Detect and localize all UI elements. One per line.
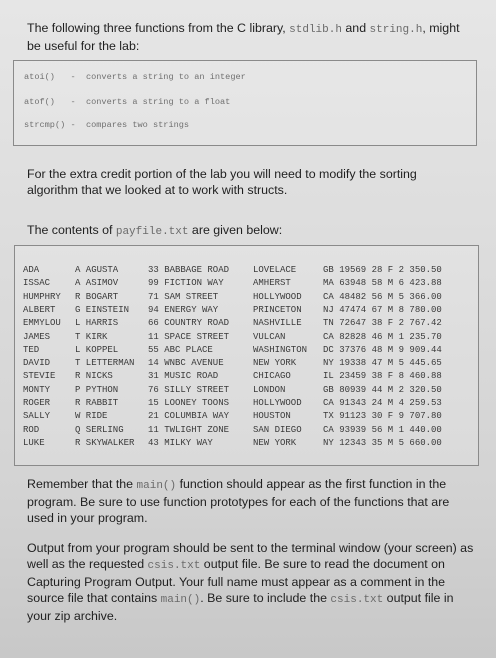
payfile-cell: 14 WNBC AVENUE (148, 358, 224, 369)
payfile-cell: STEVIE (23, 371, 56, 382)
payfile-cell: ADA (23, 265, 40, 275)
payfile-cell: 71 SAM STREET (148, 291, 219, 302)
payfile-cell: SALLY (23, 411, 51, 422)
payfile-cell: AMHERST (253, 278, 291, 289)
payfile-cell: T LETTERMAN (75, 358, 135, 369)
output-text-d: output file in your zip archive. (27, 591, 454, 623)
payfile-cell: R SKYWALKER (75, 437, 135, 448)
remember-code-main: main() (136, 480, 177, 492)
payfile-cell: LOVELACE (253, 265, 297, 275)
payfile-cell: NEW YORK (253, 358, 297, 369)
payfile-cell: HOLLYWOOD (253, 398, 302, 408)
payfile-cell: MONTY (23, 384, 51, 395)
payfile-cell: 33 BABBAGE ROAD (148, 265, 230, 275)
intro-text-b: and (341, 21, 370, 35)
output-paragraph (27, 540, 475, 624)
intro-paragraph (27, 20, 467, 54)
payfile-cell: DAVID (23, 358, 51, 369)
payfile-cell: TN 72647 38 F 2 767.42 (323, 318, 442, 329)
contents-label (27, 222, 467, 240)
payfile-cell: A AGUSTA (75, 265, 119, 275)
payfile-cell: 11 TWLIGHT ZONE (148, 424, 230, 435)
intro-code-string: string.h (369, 24, 423, 36)
payfile-cell: P PYTHON (75, 384, 119, 395)
remember-paragraph (27, 476, 472, 526)
intro-text-a: The following three functions from the C library, (27, 21, 290, 35)
payfile-cell: SAN DIEGO (253, 424, 302, 435)
payfile-cell: CA 93939 56 M 1 440.00 (323, 424, 442, 435)
payfile-cell: IL 23459 38 F 8 460.88 (323, 371, 442, 382)
payfile-cell: MA 63948 58 M 6 423.88 (323, 278, 442, 289)
payfile-cell: ISSAC (23, 278, 51, 289)
payfile-cell: PRINCETON (253, 304, 302, 315)
payfile-cell: HOLLYWOOD (253, 291, 302, 302)
output-text-a: Output from your program should be sent to the terminal window (your screen) as well as the requested (27, 541, 474, 571)
payfile-cell: HUMPHRY (23, 291, 61, 302)
payfile-cell: TX 91123 30 F 9 707.80 (323, 411, 442, 422)
payfile-cell: W RIDE (75, 411, 108, 422)
function-strcmp: strcmp() - compares two strings (24, 120, 190, 130)
payfile-cell: R BOGART (75, 291, 119, 302)
payfile-cell: G EINSTEIN (75, 304, 130, 315)
payfile-cell: CA 91343 24 M 4 259.53 (323, 398, 442, 408)
payfile-cell: TED (23, 344, 40, 355)
payfile-cell: LUKE (23, 437, 45, 448)
intro-text-c: , might be useful for the lab: (27, 21, 460, 53)
payfile-cell: L KOPPEL (75, 344, 119, 355)
payfile-cell: EMMYLOU (23, 318, 61, 329)
payfile-cell: VULCAN (253, 331, 286, 342)
functions-box (13, 60, 477, 146)
payfile-cell: 66 COUNTRY ROAD (148, 318, 230, 329)
payfile-cell: LONDON (253, 384, 286, 395)
payfile-cell: NASHVILLE (253, 318, 302, 329)
function-atof: atof() - converts a string to a float (24, 97, 231, 107)
payfile-cell: GB 80939 44 M 2 320.50 (323, 384, 442, 395)
payfile-cell: 15 LOONEY TOONS (148, 398, 230, 408)
output-code-main: main() (160, 594, 201, 606)
output-text-b: output file. Be sure to read the document on Capturing Program Output. Your full name must appear as a comment in the source file that contains (27, 557, 446, 605)
payfile-cell: NJ 47474 67 M 8 780.00 (323, 304, 442, 315)
payfile-cell: GB 19569 28 F 2 350.50 (323, 265, 442, 275)
payfile-cell: CA 48482 56 M 5 366.00 (323, 291, 442, 302)
payfile-cell: ROD (23, 424, 40, 435)
payfile-cell: NEW YORK (253, 437, 297, 448)
function-atoi: atoi() - converts a string to an integer (24, 72, 246, 82)
payfile-cell: L HARRIS (75, 318, 119, 329)
payfile-cell: 99 FICTION WAY (148, 278, 224, 289)
payfile-cell: 11 SPACE STREET (148, 331, 230, 342)
contents-text-a: The contents of (27, 223, 116, 237)
payfile-cell: JAMES (23, 331, 51, 342)
payfile-cell: ALBERT (23, 304, 56, 315)
payfile-cell: R NICKS (75, 371, 113, 382)
payfile-cell: NY 12343 35 M 5 660.00 (323, 437, 442, 448)
output-code-csis-2: csis.txt (330, 594, 384, 606)
payfile-cell: NY 19338 47 M 5 445.65 (323, 358, 442, 369)
payfile-cell: CA 82828 46 M 1 235.70 (323, 331, 442, 342)
payfile-cell: 21 COLUMBIA WAY (148, 411, 230, 422)
payfile-contents-box (14, 245, 479, 466)
payfile-cell: Q SERLING (75, 424, 124, 435)
remember-text-a: Remember that the (27, 477, 137, 491)
payfile-cell: CHICAGO (253, 371, 291, 382)
output-text-c: . Be sure to include the (200, 591, 331, 605)
output-code-csis-1: csis.txt (147, 560, 201, 572)
payfile-cell: A ASIMOV (75, 278, 119, 289)
intro-code-stdlib: stdlib.h (289, 24, 342, 36)
payfile-cell: 43 MILKY WAY (148, 437, 213, 448)
contents-code-payfile: payfile.txt (115, 226, 189, 238)
remember-text-b: function should appear as the first function in the program. Be sure to use function prototypes for each of the functions that are used in your program. (27, 477, 450, 525)
payfile-cell: ROGER (23, 398, 51, 408)
payfile-cell: WASHINGTON (253, 344, 308, 355)
payfile-cell: 55 ABC PLACE (148, 344, 213, 355)
payfile-cell: HOUSTON (253, 411, 291, 422)
payfile-cell: R RABBIT (75, 398, 119, 408)
payfile-cell: 76 SILLY STREET (148, 384, 230, 395)
payfile-cell: DC 37376 48 M 9 909.44 (323, 344, 442, 355)
payfile-cell: 94 ENERGY WAY (148, 304, 219, 315)
contents-text-b: are given below: (188, 223, 283, 237)
extra-credit-paragraph: For the extra credit portion of the lab you will need to modify the sorting algorithm that we looked at to work with structs. (27, 167, 417, 197)
payfile-cell: 31 MUSIC ROAD (148, 371, 219, 382)
payfile-cell: T KIRK (75, 331, 108, 342)
